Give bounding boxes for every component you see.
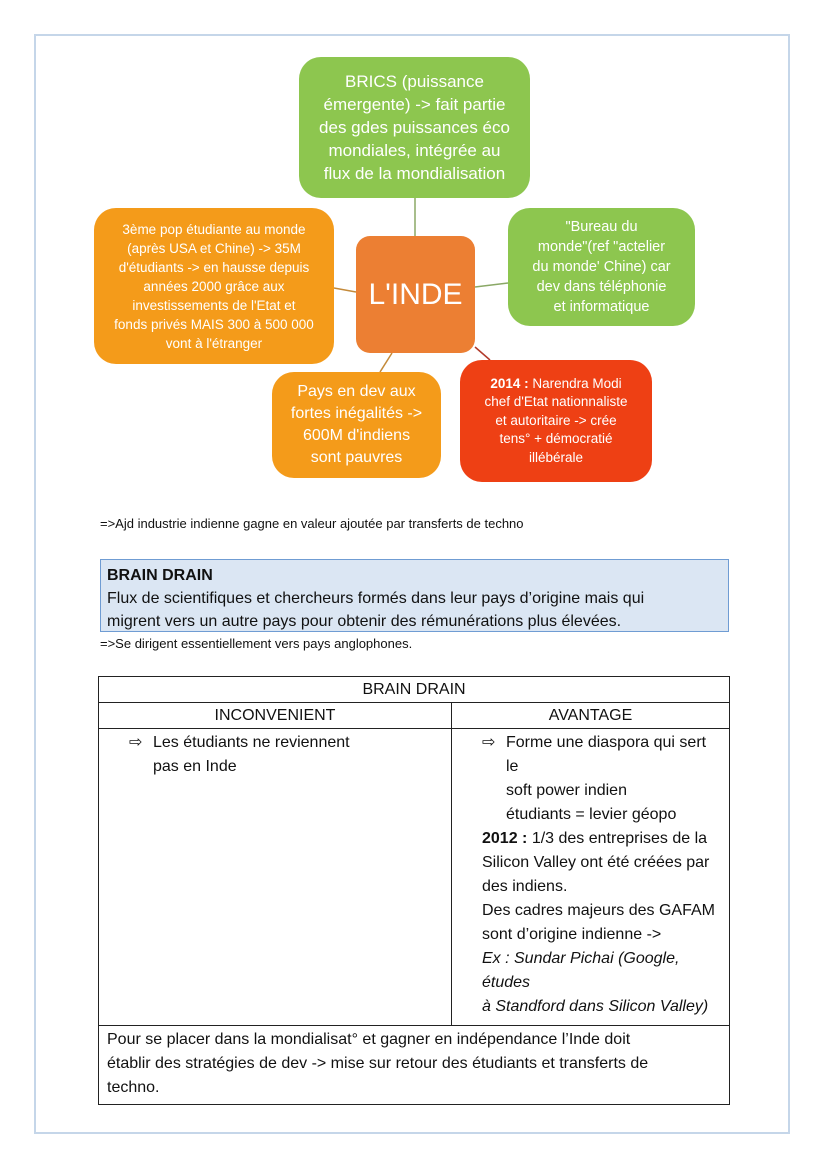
brics-line: émergente) -> fait partie [323,95,506,114]
node-bureau-du-monde [508,208,695,326]
pays-line: 600M d'indiens [302,427,411,444]
avantage-line: Forme une diaspora qui sert le [506,734,707,775]
column-header-avantage: AVANTAGE [452,703,730,729]
stat-text: 1/3 des entreprises de la [527,830,708,847]
table-conclusion-row [99,1026,730,1105]
connector-modi [475,347,490,360]
avantage-line: étudiants = levier géopo [506,806,677,823]
population-line: d'étudiants -> en hausse depuis [118,259,310,275]
bureau-line: monde"(ref "actelier [537,239,666,255]
population-line: 3ème pop étudiante au monde [122,221,306,237]
conclusion-line: Pour se placer dans la mondialisat° et gagner en indépendance l’Inde doit [107,1031,631,1048]
bureau-line: du monde' Chine) car [532,259,671,275]
population-line: fonds privés MAIS 300 à 500 000 [114,316,314,332]
example-line: Ex : Sundar Pichai (Google, études [482,950,680,991]
stat-line: sont d’origine indienne -> [482,926,662,943]
population-line: années 2000 grâce aux [143,278,285,294]
note-destination: =>Se dirigent essentiellement vers pays anglophones. [100,636,413,651]
list-item [129,731,443,779]
arrow-right-icon: ⇨ [129,734,143,751]
inconvenient-line: pas en Inde [153,758,237,775]
modi-line: chef d'Etat nationnaliste [484,394,628,410]
brics-line: mondiales, intégrée au [328,141,501,160]
bureau-line: et informatique [553,299,650,315]
table-title: BRAIN DRAIN [99,677,730,703]
pays-line: sont pauvres [310,449,403,466]
arrow-right-icon: ⇨ [482,734,496,751]
node-center-inde [356,236,475,353]
table-header-row [99,703,730,729]
example-line: à Standford dans Silicon Valley) [482,998,709,1015]
node-brics [299,57,530,198]
population-line: investissements de l'Etat et [132,297,296,313]
conclusion-cell [99,1026,730,1105]
pays-line: fortes inégalités -> [290,405,423,422]
node-modi [460,360,652,482]
bureau-line: dev dans téléphonie [536,279,667,295]
conclusion-line: établir des stratégies de dev -> mise sur retour des étudiants et transferts de [107,1055,649,1072]
population-line: (après USA et Chine) -> 35M [127,240,301,256]
modi-line: illébérale [528,449,584,465]
modi-line-first [485,375,628,394]
brain-drain-line: migrent vers un autre pays pour obtenir des rémunérations plus élevées. [107,613,622,630]
modi-year: 2014 : [490,375,529,391]
connector-population [334,288,356,292]
stat-line: des indiens. [482,878,568,895]
modi-line: et autoritaire -> crée [495,412,617,428]
pays-line: Pays en dev aux [297,383,416,400]
stat-line: Silicon Valley ont été créées par [482,854,710,871]
table-title-row [99,677,730,703]
connector-pays [380,353,392,372]
avantage-line: soft power indien [506,782,627,799]
population-line: vont à l'étranger [165,335,263,351]
connector-bureau [475,283,508,287]
brain-drain-table [98,676,730,1105]
brics-line: flux de la mondialisation [323,164,506,183]
table-row [99,729,730,1026]
inconvenient-line: Les étudiants ne reviennent [153,734,350,751]
avantage-cell [452,729,730,1026]
brain-drain-definition [100,559,729,632]
column-header-inconvenient: INCONVENIENT [99,703,452,729]
inconvenient-cell [99,729,452,1026]
note-industry: =>Ajd industrie indienne gagne en valeur ajoutée par transferts de techno [100,516,524,531]
center-title: L'INDE [368,277,463,311]
brics-line: des gdes puissances éco [319,118,510,137]
bureau-line: "Bureau du [565,219,638,235]
modi-line: Narendra Modi [528,375,622,391]
stat-line: Des cadres majeurs des GAFAM [482,902,715,919]
modi-line: tens° + démocratié [499,431,613,447]
brain-drain-title: BRAIN DRAIN [107,567,213,584]
stat-line [482,827,721,851]
brain-drain-line: Flux de scientifiques et chercheurs formés dans leur pays d’origine mais qui [107,590,645,607]
node-pays-en-dev [272,372,441,478]
node-population [94,208,334,364]
list-item [482,731,721,827]
stat-year: 2012 : [482,830,528,847]
brics-line: BRICS (puissance [345,72,484,91]
conclusion-line: techno. [107,1079,160,1096]
